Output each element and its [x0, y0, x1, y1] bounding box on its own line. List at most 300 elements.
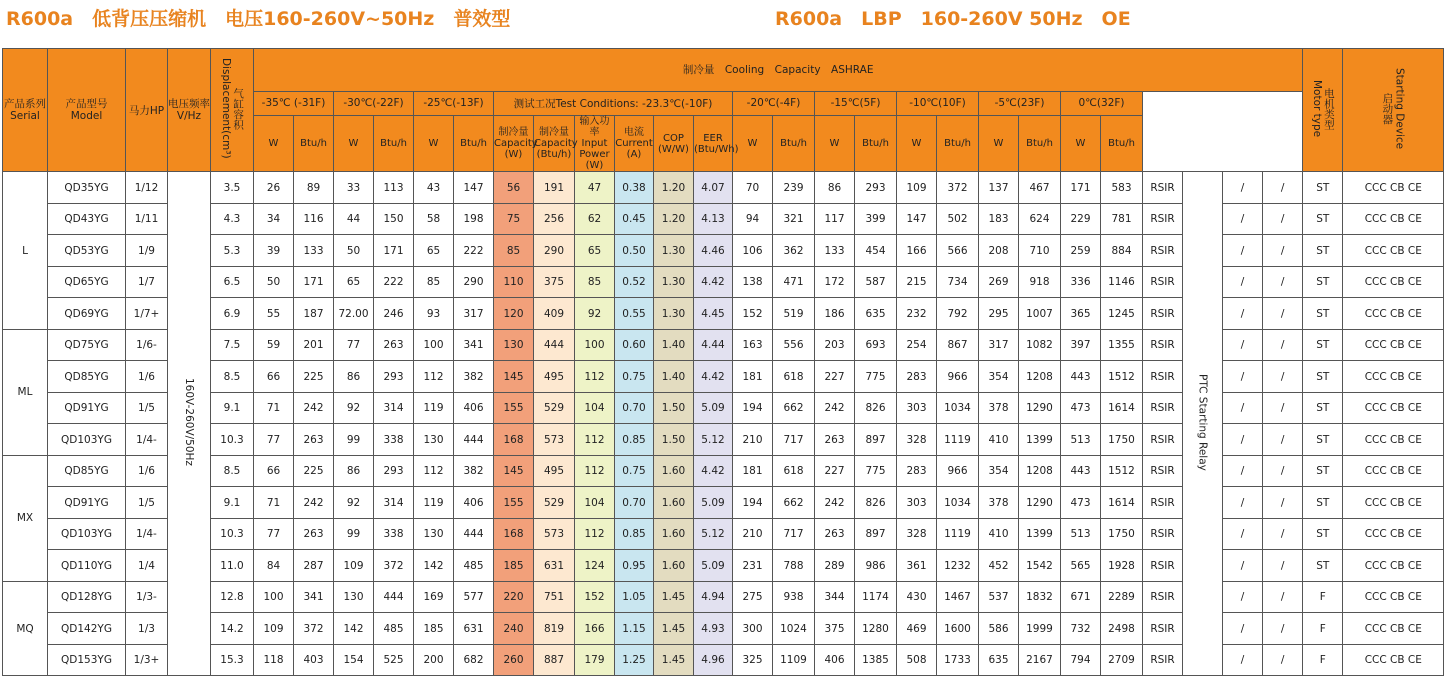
certificate-cell: CCC CB CE [1343, 235, 1444, 267]
input-power-cell: 124 [575, 550, 615, 582]
capacity-btu-cell: 444 [534, 329, 575, 361]
btu0-cell: 583 [1101, 172, 1143, 204]
cop-cell: 1.30 [654, 235, 694, 267]
capacity-w-cell: 155 [494, 487, 534, 519]
current-cell: 0.45 [615, 203, 654, 235]
w-20-cell: 300 [733, 613, 773, 645]
btu-25-cell: 147 [454, 172, 494, 204]
running-capacitor-cell: / [1263, 455, 1303, 487]
certificate-cell: CCC CB CE [1343, 329, 1444, 361]
running-capacitor-cell: / [1263, 298, 1303, 330]
btu-20-cell: 471 [773, 266, 815, 298]
btu-15-cell: 454 [855, 235, 897, 267]
current-cell: 1.25 [615, 644, 654, 676]
displacement-cell: 6.9 [211, 298, 254, 330]
displacement-cell: 14.2 [211, 613, 254, 645]
w-25-cell: 130 [414, 518, 454, 550]
capacity-w-cell: 168 [494, 424, 534, 456]
displacement-cell: 15.3 [211, 644, 254, 676]
btu-35-cell: 133 [294, 235, 334, 267]
spec-table [2, 48, 1444, 676]
cooling-cell: ST [1303, 361, 1343, 393]
model-cell: QD65YG [48, 266, 126, 298]
btu-20-cell: 1109 [773, 644, 815, 676]
header-serial: 产品系列 Serial [3, 49, 48, 172]
w-25-cell: 85 [414, 266, 454, 298]
capacity-w-cell: 220 [494, 581, 534, 613]
btu-35-cell: 242 [294, 487, 334, 519]
btu-25-cell: 485 [454, 550, 494, 582]
capacity-btu-cell: 256 [534, 203, 575, 235]
btu-5-cell: 467 [1019, 172, 1061, 204]
w-35-cell: 66 [254, 361, 294, 393]
motor-type-cell: RSIR [1143, 644, 1183, 676]
btu-20-cell: 717 [773, 424, 815, 456]
btu-30-cell: 222 [374, 266, 414, 298]
eer-cell: 5.09 [694, 487, 733, 519]
unit-btu: Btu/h [1019, 115, 1061, 172]
btu-10-cell: 372 [937, 172, 979, 204]
displacement-cell: 7.5 [211, 329, 254, 361]
hp-cell: 1/3- [126, 581, 168, 613]
btu-25-cell: 682 [454, 644, 494, 676]
test-current: 电流 Current (A) [615, 115, 654, 172]
btu-20-cell: 1024 [773, 613, 815, 645]
eer-cell: 4.94 [694, 581, 733, 613]
w-10-cell: 469 [897, 613, 937, 645]
btu-35-cell: 171 [294, 266, 334, 298]
certificate-cell: CCC CB CE [1343, 424, 1444, 456]
test-input-power: 输入功率 Input Power (W) [575, 115, 615, 172]
displacement-cell: 3.5 [211, 172, 254, 204]
running-capacitor-cell: / [1263, 329, 1303, 361]
capacity-w-cell: 145 [494, 455, 534, 487]
w-35-cell: 39 [254, 235, 294, 267]
btu-20-cell: 362 [773, 235, 815, 267]
input-power-cell: 112 [575, 518, 615, 550]
model-cell: QD53YG [48, 235, 126, 267]
btu-5-cell: 1290 [1019, 487, 1061, 519]
running-capacitor-cell: / [1263, 203, 1303, 235]
cooling-cell: ST [1303, 455, 1343, 487]
capacity-btu-cell: 409 [534, 298, 575, 330]
unit-btu: Btu/h [374, 115, 414, 172]
eer-cell: 4.13 [694, 203, 733, 235]
btu-5-cell: 1399 [1019, 424, 1061, 456]
eer-cell: 5.09 [694, 392, 733, 424]
w0-cell: 443 [1061, 455, 1101, 487]
w-30-cell: 142 [334, 613, 374, 645]
displacement-cell: 9.1 [211, 487, 254, 519]
cooling-cell: ST [1303, 235, 1343, 267]
w-20-cell: 163 [733, 329, 773, 361]
btu-30-cell: 293 [374, 361, 414, 393]
cooling-cell: ST [1303, 518, 1343, 550]
motor-type-cell: RSIR [1143, 203, 1183, 235]
btu0-cell: 781 [1101, 203, 1143, 235]
eer-cell: 4.46 [694, 235, 733, 267]
w-35-cell: 77 [254, 518, 294, 550]
current-cell: 1.15 [615, 613, 654, 645]
starting-capacitor-cell: / [1223, 487, 1263, 519]
cop-cell: 1.50 [654, 392, 694, 424]
btu-30-cell: 263 [374, 329, 414, 361]
btu0-cell: 1750 [1101, 424, 1143, 456]
capacity-w-cell: 145 [494, 361, 534, 393]
eer-cell: 5.12 [694, 424, 733, 456]
btu-35-cell: 225 [294, 361, 334, 393]
btu-10-cell: 966 [937, 361, 979, 393]
table-row [3, 172, 1444, 204]
btu0-cell: 1614 [1101, 487, 1143, 519]
btu-30-cell: 150 [374, 203, 414, 235]
table-body [3, 49, 1444, 676]
btu-20-cell: 519 [773, 298, 815, 330]
capacity-btu-cell: 751 [534, 581, 575, 613]
w-5-cell: 537 [979, 581, 1019, 613]
btu0-cell: 2498 [1101, 613, 1143, 645]
capacity-w-cell: 185 [494, 550, 534, 582]
unit-btu: Btu/h [294, 115, 334, 172]
cop-cell: 1.60 [654, 550, 694, 582]
capacity-w-cell: 155 [494, 392, 534, 424]
w-20-cell: 210 [733, 518, 773, 550]
w-10-cell: 303 [897, 487, 937, 519]
w-35-cell: 71 [254, 487, 294, 519]
w-15-cell: 117 [815, 203, 855, 235]
w-5-cell: 452 [979, 550, 1019, 582]
w-30-cell: 50 [334, 235, 374, 267]
running-capacitor-cell: / [1263, 550, 1303, 582]
btu-25-cell: 222 [454, 235, 494, 267]
w-30-cell: 92 [334, 392, 374, 424]
capacity-btu-cell: 375 [534, 266, 575, 298]
w-35-cell: 77 [254, 424, 294, 456]
btu-30-cell: 372 [374, 550, 414, 582]
starting-capacitor-cell: / [1223, 361, 1263, 393]
w-35-cell: 71 [254, 392, 294, 424]
running-capacitor-cell: / [1263, 581, 1303, 613]
w-5-cell: 208 [979, 235, 1019, 267]
certificate-cell: CCC CB CE [1343, 203, 1444, 235]
capacity-btu-cell: 573 [534, 518, 575, 550]
btu-10-cell: 1232 [937, 550, 979, 582]
w-10-cell: 328 [897, 518, 937, 550]
input-power-cell: 85 [575, 266, 615, 298]
w-15-cell: 242 [815, 487, 855, 519]
btu-25-cell: 577 [454, 581, 494, 613]
test-cop: COP (W/W) [654, 115, 694, 172]
btu-5-cell: 1399 [1019, 518, 1061, 550]
running-capacitor-cell: / [1263, 361, 1303, 393]
starting-device-cell [1183, 172, 1223, 676]
motor-type-cell: RSIR [1143, 361, 1183, 393]
header-displacement: 气缸容积 Displacement(cm³) [211, 49, 254, 172]
w-20-cell: 138 [733, 266, 773, 298]
w-10-cell: 361 [897, 550, 937, 582]
btu-15-cell: 1385 [855, 644, 897, 676]
w-5-cell: 378 [979, 392, 1019, 424]
unit-btu: Btu/h [1101, 115, 1143, 172]
starting-capacitor-cell: / [1223, 424, 1263, 456]
header-row-1 [3, 49, 1444, 92]
motor-type-cell: RSIR [1143, 487, 1183, 519]
series-name-cell: MQ [3, 581, 48, 676]
hp-cell: 1/5 [126, 392, 168, 424]
btu-5-cell: 1208 [1019, 455, 1061, 487]
btu-20-cell: 321 [773, 203, 815, 235]
btu-10-cell: 1733 [937, 644, 979, 676]
btu-5-cell: 710 [1019, 235, 1061, 267]
btu-30-cell: 444 [374, 581, 414, 613]
w-10-cell: 283 [897, 455, 937, 487]
current-cell: 0.52 [615, 266, 654, 298]
eer-cell: 4.42 [694, 455, 733, 487]
btu-10-cell: 1119 [937, 518, 979, 550]
btu0-cell: 2709 [1101, 644, 1143, 676]
displacement-cell: 12.8 [211, 581, 254, 613]
motor-type-cell: RSIR [1143, 581, 1183, 613]
w-15-cell: 227 [815, 361, 855, 393]
w-15-cell: 263 [815, 518, 855, 550]
w-20-cell: 231 [733, 550, 773, 582]
motor-type-cell: RSIR [1143, 613, 1183, 645]
w-30-cell: 99 [334, 518, 374, 550]
w-10-cell: 328 [897, 424, 937, 456]
running-capacitor-cell: / [1263, 235, 1303, 267]
eer-cell: 4.93 [694, 613, 733, 645]
starting-capacitor-cell: / [1223, 172, 1263, 204]
input-power-cell: 100 [575, 329, 615, 361]
unit-w: W [254, 115, 294, 172]
btu0-cell: 1512 [1101, 455, 1143, 487]
table-row [3, 329, 1444, 361]
eer-cell: 4.42 [694, 361, 733, 393]
series-name-cell: MX [3, 455, 48, 581]
btu-15-cell: 1280 [855, 613, 897, 645]
certificate-cell: CCC CB CE [1343, 361, 1444, 393]
btu-10-cell: 867 [937, 329, 979, 361]
cop-cell: 1.60 [654, 518, 694, 550]
w0-cell: 513 [1061, 518, 1101, 550]
cooling-cell: ST [1303, 550, 1343, 582]
unit-w: W [1061, 115, 1101, 172]
btu-15-cell: 826 [855, 392, 897, 424]
btu-5-cell: 2167 [1019, 644, 1061, 676]
cooling-cell: ST [1303, 266, 1343, 298]
w-25-cell: 200 [414, 644, 454, 676]
temp-group: -25℃(-13F) [414, 91, 494, 115]
btu-25-cell: 341 [454, 329, 494, 361]
unit-btu: Btu/h [937, 115, 979, 172]
btu-15-cell: 897 [855, 518, 897, 550]
btu-35-cell: 263 [294, 424, 334, 456]
btu-25-cell: 444 [454, 518, 494, 550]
btu-15-cell: 986 [855, 550, 897, 582]
cooling-cell: ST [1303, 487, 1343, 519]
hp-cell: 1/7 [126, 266, 168, 298]
btu-25-cell: 382 [454, 455, 494, 487]
input-power-cell: 112 [575, 455, 615, 487]
btu-35-cell: 201 [294, 329, 334, 361]
certificate-cell: CCC CB CE [1343, 455, 1444, 487]
input-power-cell: 47 [575, 172, 615, 204]
w-15-cell: 289 [815, 550, 855, 582]
current-cell: 0.55 [615, 298, 654, 330]
certificate-cell: CCC CB CE [1343, 581, 1444, 613]
w-25-cell: 58 [414, 203, 454, 235]
motor-type-cell: RSIR [1143, 329, 1183, 361]
unit-btu: Btu/h [454, 115, 494, 172]
cop-cell: 1.45 [654, 644, 694, 676]
input-power-cell: 65 [575, 235, 615, 267]
w-20-cell: 152 [733, 298, 773, 330]
unit-w: W [733, 115, 773, 172]
cop-cell: 1.60 [654, 455, 694, 487]
w0-cell: 171 [1061, 172, 1101, 204]
running-capacitor-cell: / [1263, 424, 1303, 456]
btu-10-cell: 966 [937, 455, 979, 487]
w0-cell: 229 [1061, 203, 1101, 235]
hp-cell: 1/4- [126, 518, 168, 550]
w0-cell: 336 [1061, 266, 1101, 298]
btu-5-cell: 1832 [1019, 581, 1061, 613]
certificate-cell: CCC CB CE [1343, 266, 1444, 298]
current-cell: 0.70 [615, 392, 654, 424]
btu-15-cell: 1174 [855, 581, 897, 613]
hp-cell: 1/3 [126, 613, 168, 645]
motor-type-cell: RSIR [1143, 455, 1183, 487]
hp-cell: 1/7+ [126, 298, 168, 330]
btu-20-cell: 938 [773, 581, 815, 613]
btu-20-cell: 662 [773, 487, 815, 519]
btu-5-cell: 1542 [1019, 550, 1061, 582]
cop-cell: 1.45 [654, 613, 694, 645]
btu-15-cell: 293 [855, 172, 897, 204]
capacity-btu-cell: 819 [534, 613, 575, 645]
temp-group: 0℃(32F) [1061, 91, 1143, 115]
w-15-cell: 186 [815, 298, 855, 330]
input-power-cell: 179 [575, 644, 615, 676]
btu-25-cell: 444 [454, 424, 494, 456]
displacement-cell: 10.3 [211, 518, 254, 550]
btu-20-cell: 239 [773, 172, 815, 204]
w-10-cell: 109 [897, 172, 937, 204]
starting-capacitor-cell: / [1223, 644, 1263, 676]
btu-10-cell: 1600 [937, 613, 979, 645]
w0-cell: 513 [1061, 424, 1101, 456]
capacity-btu-cell: 529 [534, 392, 575, 424]
btu-5-cell: 918 [1019, 266, 1061, 298]
capacity-w-cell: 85 [494, 235, 534, 267]
input-power-cell: 62 [575, 203, 615, 235]
w-35-cell: 59 [254, 329, 294, 361]
w-15-cell: 263 [815, 424, 855, 456]
btu-10-cell: 1119 [937, 424, 979, 456]
temp-group-test-conditions: 测试工况Test Conditions: -23.3℃(-10F) [494, 91, 733, 115]
w-25-cell: 43 [414, 172, 454, 204]
btu-20-cell: 788 [773, 550, 815, 582]
model-cell: QD43YG [48, 203, 126, 235]
table-row [3, 235, 1444, 267]
table-row [3, 550, 1444, 582]
model-cell: QD69YG [48, 298, 126, 330]
btu-30-cell: 246 [374, 298, 414, 330]
model-cell: QD103YG [48, 424, 126, 456]
capacity-w-cell: 110 [494, 266, 534, 298]
btu-5-cell: 1999 [1019, 613, 1061, 645]
w-35-cell: 109 [254, 613, 294, 645]
w-20-cell: 210 [733, 424, 773, 456]
displacement-cell: 8.5 [211, 361, 254, 393]
btu-10-cell: 566 [937, 235, 979, 267]
table-row [3, 424, 1444, 456]
cooling-cell: ST [1303, 329, 1343, 361]
capacity-w-cell: 120 [494, 298, 534, 330]
starting-capacitor-cell: / [1223, 203, 1263, 235]
btu-30-cell: 293 [374, 455, 414, 487]
title-left: R600a 低背压压缩机 电压160-260V~50Hz 普效型 [6, 8, 511, 30]
btu-25-cell: 290 [454, 266, 494, 298]
cooling-cell: ST [1303, 203, 1343, 235]
btu-10-cell: 1034 [937, 392, 979, 424]
w-25-cell: 119 [414, 487, 454, 519]
w-30-cell: 109 [334, 550, 374, 582]
btu-30-cell: 314 [374, 392, 414, 424]
w-35-cell: 26 [254, 172, 294, 204]
btu-10-cell: 1034 [937, 487, 979, 519]
model-cell: QD153YG [48, 644, 126, 676]
table-row [3, 518, 1444, 550]
motor-type-cell: RSIR [1143, 392, 1183, 424]
model-cell: QD85YG [48, 455, 126, 487]
temp-group: -35℃ (-31F) [254, 91, 334, 115]
btu-20-cell: 618 [773, 361, 815, 393]
btu-25-cell: 406 [454, 392, 494, 424]
capacity-w-cell: 240 [494, 613, 534, 645]
btu0-cell: 1512 [1101, 361, 1143, 393]
w-35-cell: 118 [254, 644, 294, 676]
w-5-cell: 378 [979, 487, 1019, 519]
btu-35-cell: 116 [294, 203, 334, 235]
capacity-btu-cell: 631 [534, 550, 575, 582]
unit-w: W [815, 115, 855, 172]
hp-cell: 1/3+ [126, 644, 168, 676]
cop-cell: 1.45 [654, 581, 694, 613]
starting-capacitor-cell: / [1223, 266, 1263, 298]
model-cell: QD128YG [48, 581, 126, 613]
model-cell: QD91YG [48, 392, 126, 424]
btu-30-cell: 338 [374, 518, 414, 550]
w-20-cell: 194 [733, 487, 773, 519]
w-10-cell: 166 [897, 235, 937, 267]
running-capacitor-cell: / [1263, 172, 1303, 204]
w-15-cell: 406 [815, 644, 855, 676]
current-cell: 0.75 [615, 455, 654, 487]
w0-cell: 671 [1061, 581, 1101, 613]
w-15-cell: 375 [815, 613, 855, 645]
motor-type-cell: RSIR [1143, 518, 1183, 550]
hp-cell: 1/5 [126, 487, 168, 519]
btu-30-cell: 113 [374, 172, 414, 204]
w-35-cell: 100 [254, 581, 294, 613]
w-20-cell: 94 [733, 203, 773, 235]
btu-30-cell: 485 [374, 613, 414, 645]
w-20-cell: 325 [733, 644, 773, 676]
btu-30-cell: 338 [374, 424, 414, 456]
w0-cell: 443 [1061, 361, 1101, 393]
certificate-cell: CCC CB CE [1343, 298, 1444, 330]
